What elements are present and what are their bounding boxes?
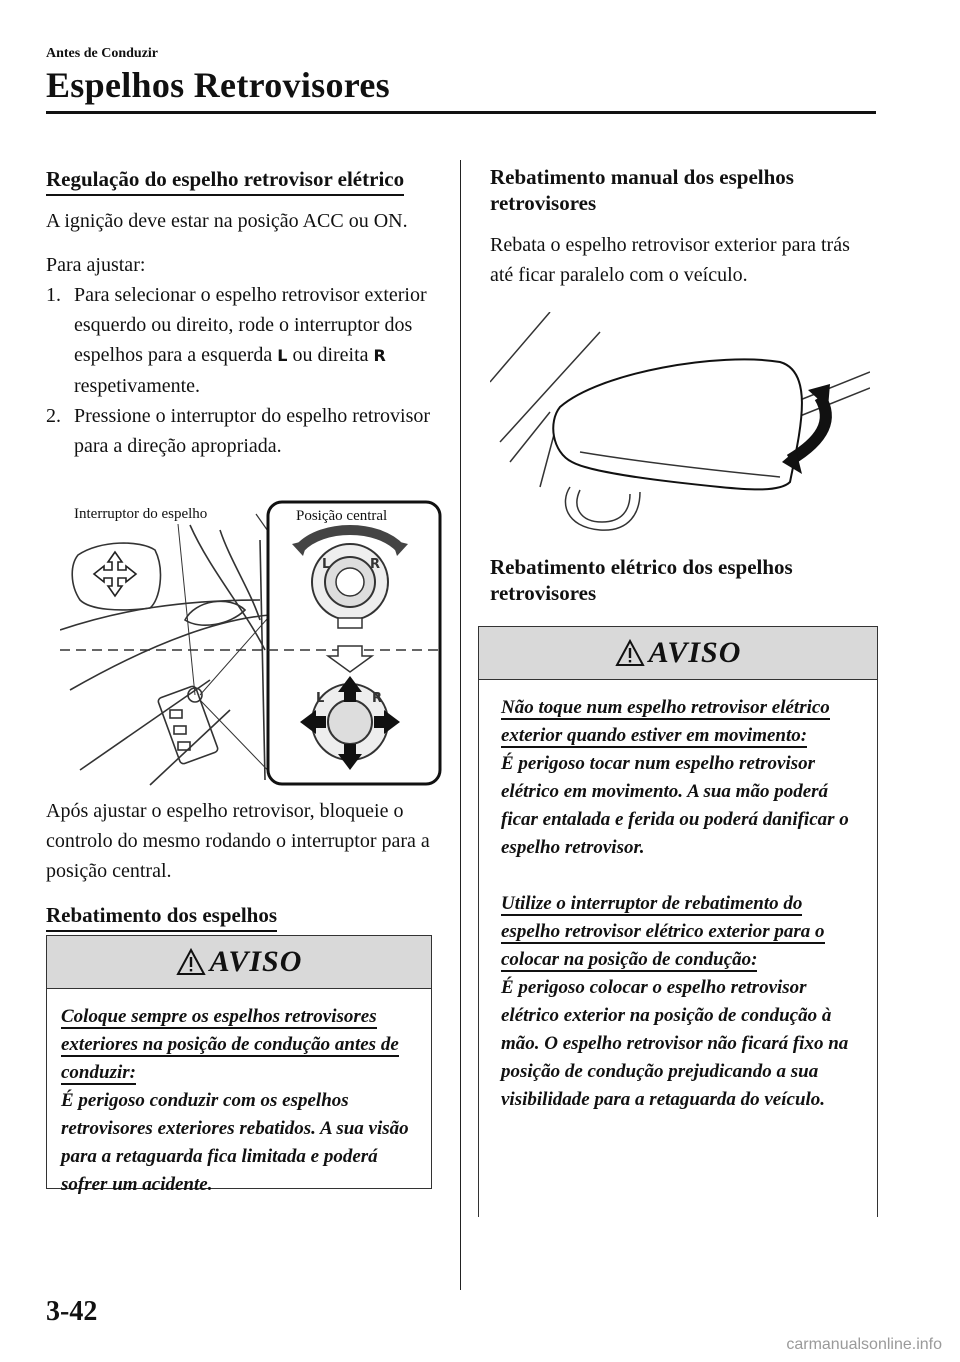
ignition-paragraph: A ignição deve estar na posição ACC ou ON.: [46, 210, 408, 232]
warning-lead: [61, 1003, 417, 1087]
warning-triangle-icon: [176, 948, 206, 976]
warning-header: [47, 936, 431, 989]
warning-title: AVISO: [209, 945, 303, 978]
heading-mirror-adjust: [46, 166, 436, 192]
key-r-symbol: R: [373, 346, 386, 365]
lock-paragraph: Após ajustar o espelho retrovisor, bloqueie o controlo do mesmo rodando o interruptor para a posição central.: [46, 800, 430, 882]
right-column-heading2: [490, 554, 870, 606]
step-2: [46, 401, 436, 461]
dial-left-letter: L: [322, 557, 331, 572]
warning-lead-text: Coloque sempre os espelhos retrovisores exteriores na posição de condução antes de conduzir:: [61, 1006, 399, 1083]
warning-text-1: É perigoso tocar num espelho retrovisor elétrico em movimento. A sua mão poderá ficar entalada e ferida ou poderá danificar o espelho retrovisor.: [501, 753, 849, 858]
mirror-fold-illustration: [490, 312, 870, 537]
section-name: Antes de Conduzir: [46, 46, 159, 61]
mirror-fold-figure: [490, 312, 870, 537]
heading-folding: [46, 902, 436, 928]
warning-lead-text: Utilize o interruptor de rebatimento do espelho retrovisor elétrico exterior para o colocar na posição de condução:: [501, 893, 825, 970]
left-column-lower: [46, 796, 436, 928]
step-number: 2.: [46, 405, 61, 427]
step-number: 1.: [46, 284, 61, 306]
column-divider: [460, 160, 461, 1290]
warning-body: [47, 989, 431, 1213]
warning-text: É perigoso conduzir com os espelhos retrovisores exteriores rebatidos. A sua visão para a retaguarda fica limitada e poderá sofrer um acidente.: [61, 1090, 409, 1195]
warning-text-2: É perigoso colocar o espelho retrovisor elétrico exterior na posição de condução à mão. O espelho retrovisor não ficará fixo na posição de condução prejudicando a sua visibilidade para a retaguarda do veículo.: [501, 977, 849, 1110]
heading-text: Rebatimento dos espelhos: [46, 903, 277, 932]
warning-lead-1: [501, 694, 863, 750]
step-text-c: respetivamente.: [74, 375, 201, 397]
step-text-b: ou direita: [292, 344, 369, 366]
warning-triangle-icon: [615, 639, 645, 667]
warning-header: [479, 627, 877, 680]
mirror-switch-illustration: [60, 500, 442, 790]
mirror-switch-figure: [60, 500, 442, 790]
step-text: Pressione o interruptor do espelho retrovisor para a direção apropriada.: [74, 405, 431, 457]
warning-body: [479, 680, 877, 1128]
left-column: [46, 160, 436, 461]
manual-folding-paragraph: Rebata o espelho retrovisor exterior para trás até ficar paralelo com o veículo.: [490, 234, 850, 286]
label-center-position: Posição central: [296, 508, 388, 524]
page-number: 3-42: [46, 1296, 98, 1327]
heading-text: Regulação do espelho retrovisor elétrico: [46, 167, 404, 196]
warning-lead-text: Não toque num espelho retrovisor elétrico exterior quando estiver em movimento:: [501, 697, 830, 746]
right-column: [490, 164, 870, 290]
warning-box-left: [46, 935, 432, 1195]
warning-box-right: [478, 626, 878, 1217]
warning-lead-2: [501, 890, 863, 974]
heading-manual-folding: Rebatimento manual dos espelhos retrovisores: [490, 165, 794, 215]
page-title: Espelhos Retrovisores: [46, 65, 390, 105]
warning-title: AVISO: [648, 636, 742, 669]
label-mirror-switch: Interruptor do espelho: [74, 506, 208, 522]
title-rule: [46, 111, 876, 114]
adjust-intro: Para ajustar:: [46, 254, 146, 276]
watermark: carmanualsonline.info: [786, 1336, 942, 1353]
heading-electric-folding: Rebatimento elétrico dos espelhos retrovisores: [490, 555, 793, 605]
dial2-right-letter: R: [372, 691, 383, 706]
step-1: [46, 280, 436, 401]
dial-right-letter: R: [370, 557, 381, 572]
step-text-a: Para selecionar o espelho retrovisor exterior esquerdo ou direito, rode o interruptor dos espelhos para a esquerda: [74, 284, 427, 366]
key-l-symbol: L: [277, 346, 288, 365]
step-text: [74, 280, 436, 401]
dial2-left-letter: L: [316, 691, 325, 706]
